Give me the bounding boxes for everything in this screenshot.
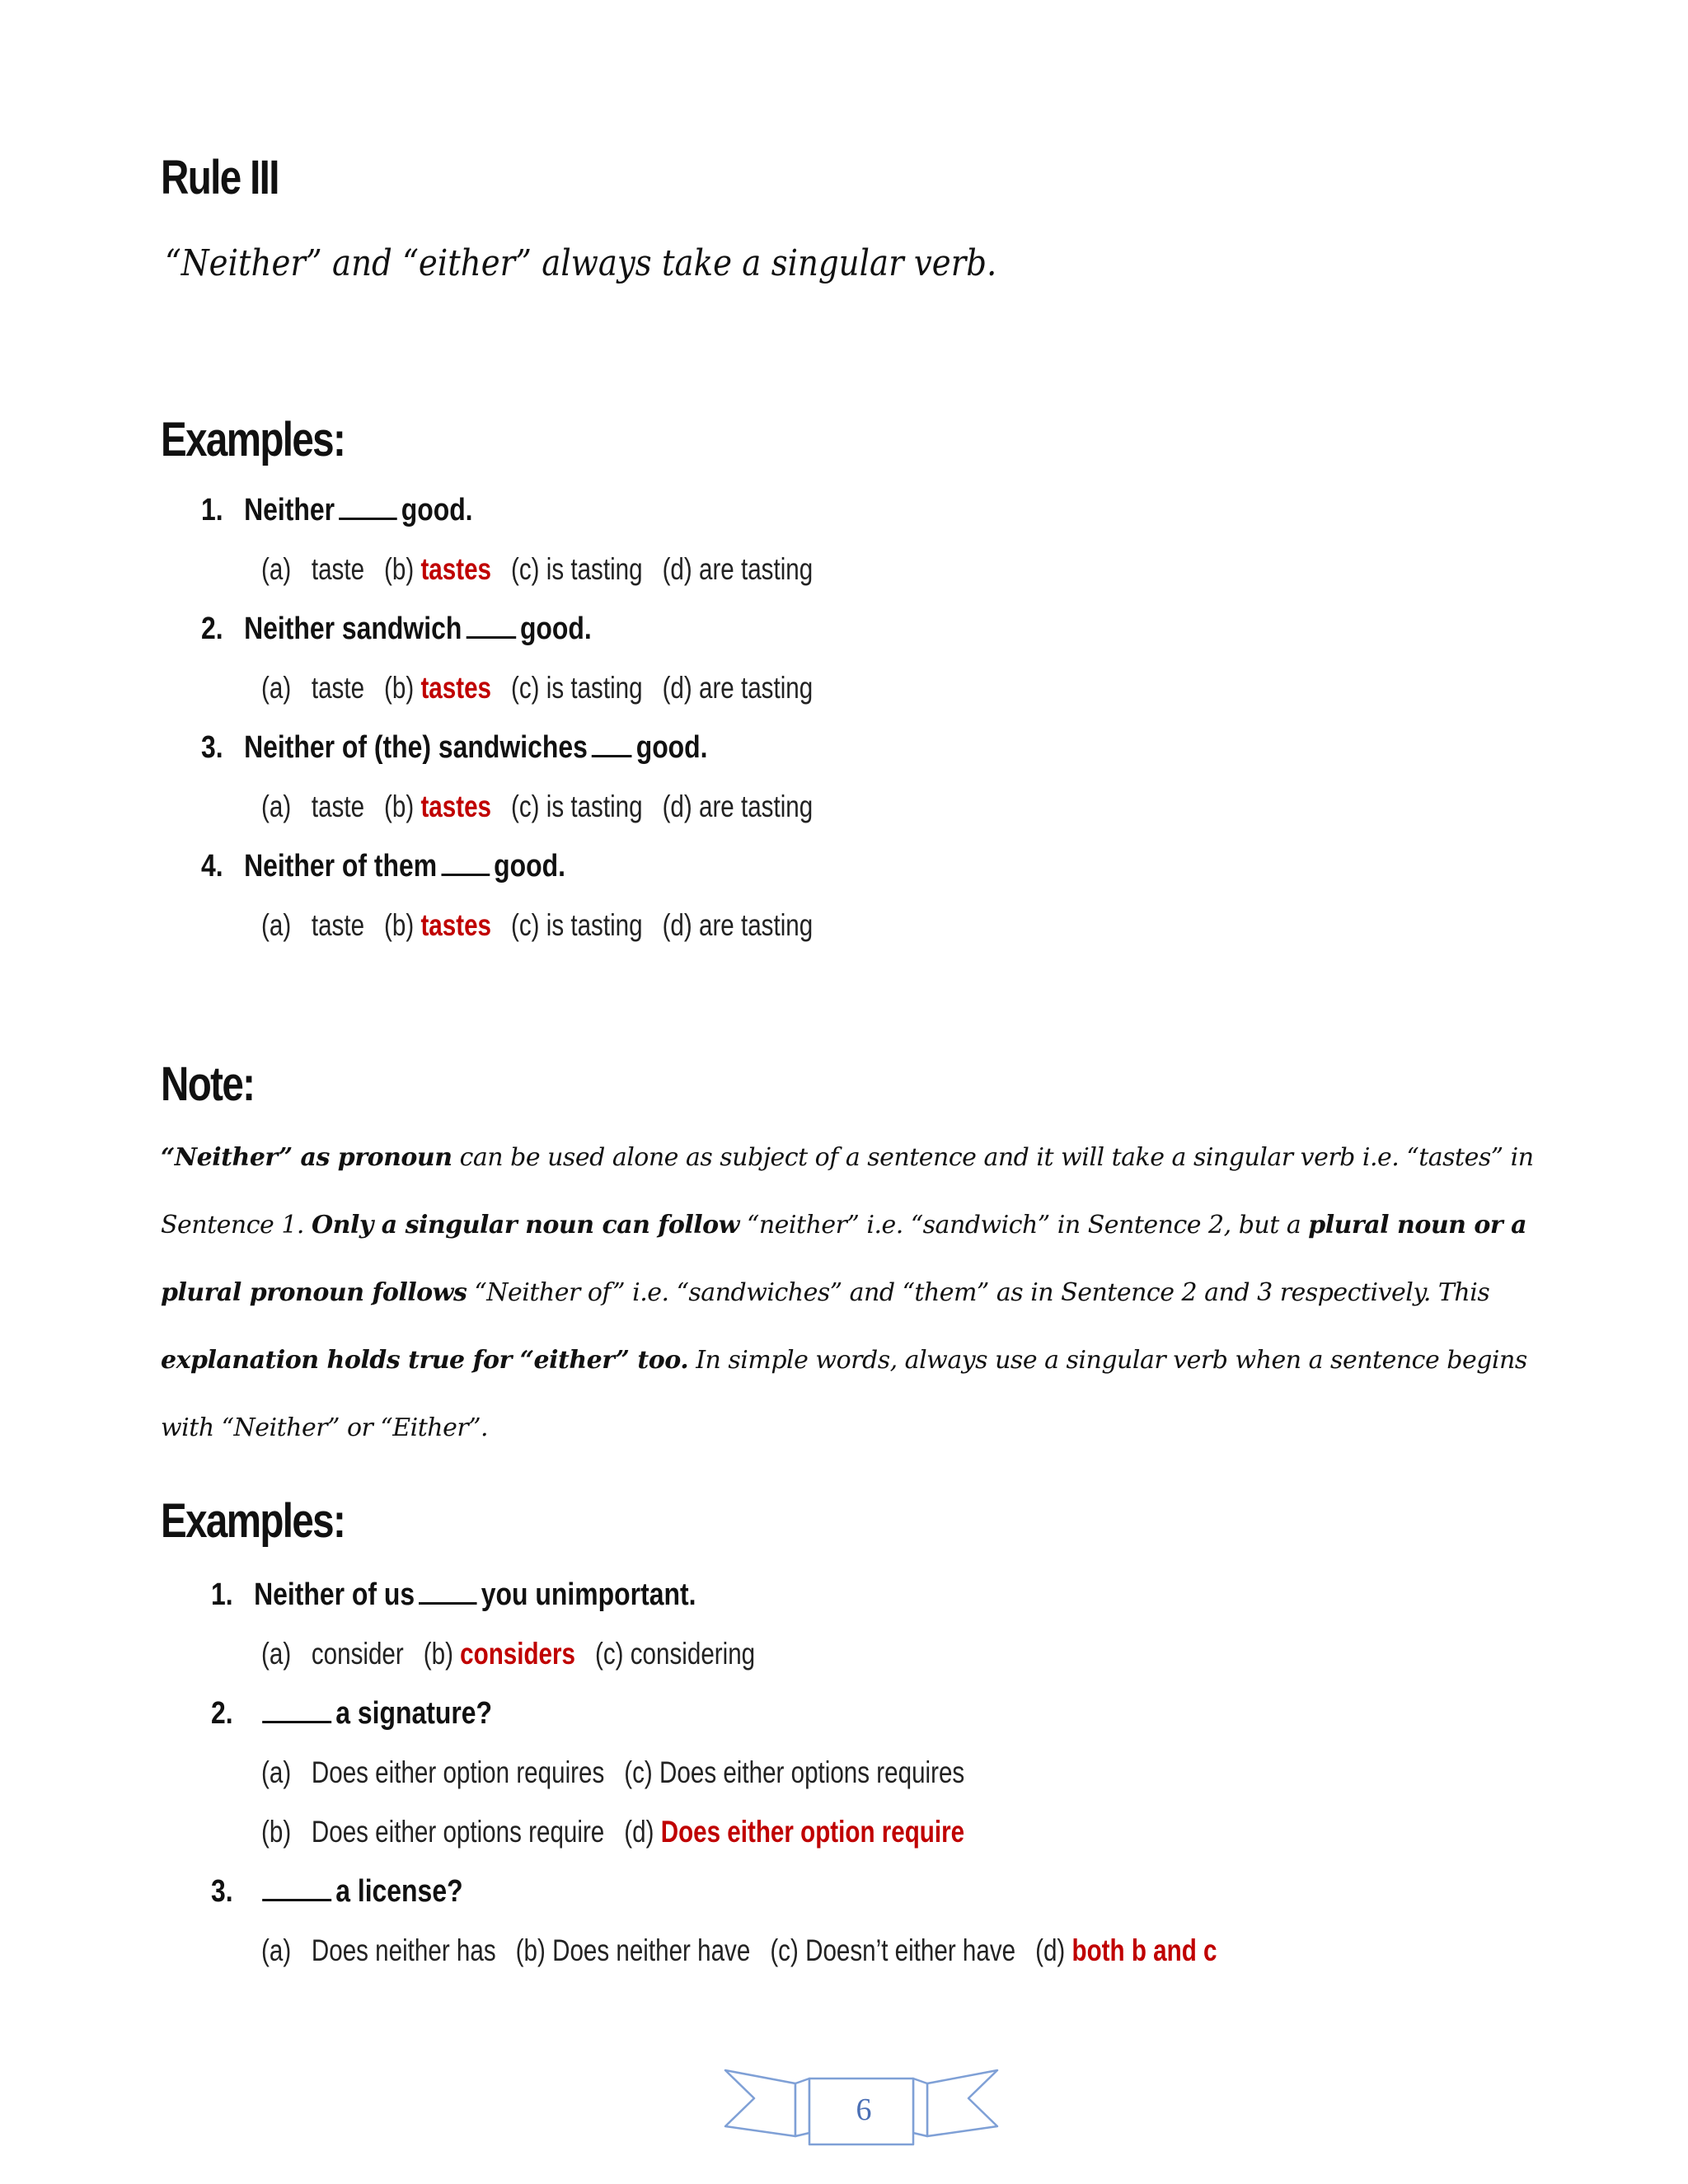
question-5 xyxy=(211,1577,696,1613)
question-number: 2. xyxy=(211,1696,233,1731)
option-d: (d) are tasting xyxy=(662,552,814,586)
question-number: 2. xyxy=(201,612,223,646)
option-d: (d) are tasting xyxy=(662,790,814,823)
option-a: (a) taste xyxy=(261,908,365,942)
question-text: good. xyxy=(401,493,473,527)
option-b: (b) tastes xyxy=(384,671,492,705)
question-text: good. xyxy=(519,612,592,646)
question-3 xyxy=(201,730,708,766)
correct-answer: tastes xyxy=(420,552,492,586)
correct-answer: both b and c xyxy=(1071,1933,1217,1967)
option-a: (a) Does either option requires xyxy=(261,1755,605,1789)
options-row-8 xyxy=(261,1933,1236,1968)
options-row-2 xyxy=(261,671,832,705)
correct-answer: Does either option require xyxy=(660,1815,965,1849)
answer-blank xyxy=(466,613,515,639)
options-row-7 xyxy=(261,1815,984,1849)
question-text: Neither sandwich xyxy=(244,612,462,646)
correct-answer: tastes xyxy=(420,908,492,942)
option-a: (a) taste xyxy=(261,790,365,823)
option-a: (a) consider xyxy=(261,1637,404,1671)
answer-blank xyxy=(339,494,397,520)
option-c: (c) is tasting xyxy=(511,671,643,705)
question-text: Neither xyxy=(244,493,335,527)
question-2 xyxy=(201,612,592,647)
note-heading: Note: xyxy=(161,1057,255,1111)
option-d: (d) are tasting xyxy=(662,908,814,942)
option-c: (c) is tasting xyxy=(511,790,643,823)
options-row-1 xyxy=(261,552,832,587)
answer-blank xyxy=(262,1698,331,1723)
options-row-6 xyxy=(261,1755,984,1790)
option-b: (b) Does neither have xyxy=(515,1933,751,1967)
answer-blank xyxy=(592,732,632,757)
note-paragraph: “Neither” as pronoun can be used alone as subject of a sentence and it will take a singular verb i.e. “tastes” in Sentence 1. Only a singular noun can follow “neither” i.e. “sandwich” in Sentence 2, but a plural noun or a plural pronoun follows “Neither of” i.e. “sandwiches” and “them” as in Sentence 2 and 3 respectively. This explanation holds true for “either” too. In simple words, always use a singular verb when a sentence begins with “Neither” or “Either”. xyxy=(161,1143,1534,1442)
examples-heading-1: Examples: xyxy=(161,413,345,466)
option-c: (c) considering xyxy=(595,1637,756,1671)
option-d: (d) are tasting xyxy=(662,671,814,705)
question-number: 1. xyxy=(201,493,223,527)
page-number: 6 xyxy=(856,2093,872,2127)
question-text: a signature? xyxy=(335,1696,493,1731)
correct-answer: tastes xyxy=(420,790,492,823)
option-b: (b) tastes xyxy=(384,908,492,942)
question-text: you unimportant. xyxy=(481,1577,696,1612)
options-row-4 xyxy=(261,908,832,943)
answer-blank xyxy=(419,1579,477,1605)
option-c: (c) is tasting xyxy=(511,908,643,942)
option-c: (c) is tasting xyxy=(511,552,643,586)
question-text: Neither of them xyxy=(244,849,438,883)
option-b: (b) considers xyxy=(423,1637,575,1671)
answer-blank xyxy=(441,851,490,876)
question-number: 3. xyxy=(201,730,223,765)
option-b: (b) Does either options require xyxy=(261,1815,605,1849)
question-6 xyxy=(211,1696,492,1732)
option-a: (a) taste xyxy=(261,552,365,586)
question-text: Neither of (the) sandwiches xyxy=(244,730,588,765)
option-a: (a) Does neither has xyxy=(261,1933,496,1967)
option-a: (a) taste xyxy=(261,671,365,705)
rule-heading: Rule III xyxy=(161,151,279,204)
question-text: good. xyxy=(494,849,565,883)
question-text: a license? xyxy=(335,1874,463,1909)
question-1 xyxy=(201,493,473,528)
option-c: (c) Does either options requires xyxy=(624,1755,965,1789)
option-d: (d) Does either option require xyxy=(624,1815,965,1849)
question-7 xyxy=(211,1874,463,1910)
option-c: (c) Doesn’t either have xyxy=(770,1933,1016,1967)
question-number: 1. xyxy=(211,1577,233,1612)
question-number: 4. xyxy=(201,849,223,883)
examples-heading-2: Examples: xyxy=(161,1494,345,1548)
correct-answer: considers xyxy=(460,1637,575,1671)
option-b: (b) tastes xyxy=(384,790,492,823)
question-text: Neither of us xyxy=(254,1577,415,1612)
answer-blank xyxy=(262,1876,331,1901)
options-row-3 xyxy=(261,790,832,824)
question-text: good. xyxy=(635,730,708,765)
rule-statement: “Neither” and “either” always take a singular verb. xyxy=(165,242,997,284)
option-d: (d) both b and c xyxy=(1035,1933,1217,1967)
question-4 xyxy=(201,849,565,884)
question-number: 3. xyxy=(211,1874,233,1909)
correct-answer: tastes xyxy=(420,671,492,705)
options-row-5 xyxy=(261,1637,775,1671)
option-b: (b) tastes xyxy=(384,552,492,586)
